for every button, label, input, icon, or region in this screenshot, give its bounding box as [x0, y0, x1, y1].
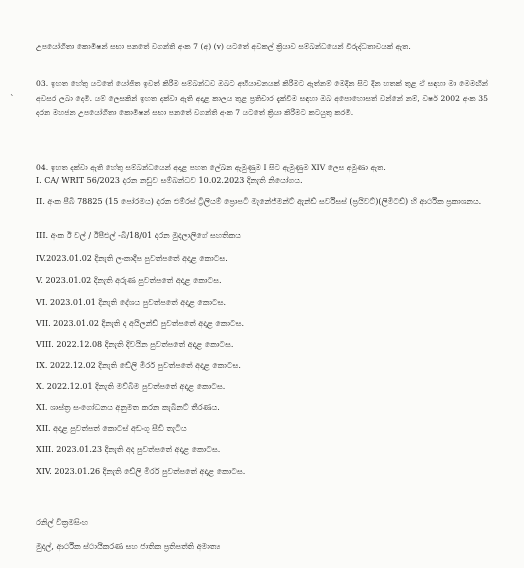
annex-item: VII. 2023.01.02 දිනැති ද අයිලන්ඩ් පුවත්පතේ අදාළ කොටස.	[36, 319, 245, 328]
annex-item: XIV. 2023.01.26 දිනැති ඩේලි මිරර් පුවත්පතේ අදාළ කොටස.	[36, 467, 246, 476]
annex-item: IX. 2022.12.02 දිනැති ඩේලි මිරර් පුවත්පතේ අදාළ කොටස.	[36, 361, 241, 370]
intro-paragraph: උපයෝගිතා කොමිෂන් සභා පනතේ වගන්ති අංක 7 (අ) (v) යටතේ අවකල් ක්‍රියාව සම්බන්ධයෙන් විරුද්ධතාවයක් ඇත.	[36, 42, 411, 51]
annex-item: X. 2022.12.01 දිනැති මව්බිම පුවත්පතේ අදාළ කොටස.	[36, 382, 226, 391]
annex-item: I. CA/ WRIT 56/2023 දරන නඩුව සම්බන්ධව 10.02.2023 දිනැති නියෝගය.	[36, 176, 303, 185]
annex-item: XIII. 2023.01.23 දිනැති අද පුවත්පතේ අදාළ කොටස.	[36, 445, 221, 454]
annex-item: VIII. 2022.12.08 දිනැති දිවයින පුවත්පතේ අදාළ කොටස.	[36, 340, 234, 349]
annex-item: XII. අදාළ පුවත්පත් කොටස් අඩංගු සීඩී තැටිය	[36, 424, 187, 433]
annex-item: XI. ශාස්ත්‍ර සංගෝධනය අනුමත කරන කැබිනට් තීරණය.	[36, 403, 220, 412]
paragraph-03: 03. ඉහත හේතු යටතේ යෝජිත ඉවත් කිරීම සම්බන්ධව ඔබට අභියාචනයක් කිරීමට ඇත්නම් මෙදින සිට දින හතක් තුළ ඒ සඳහා මා මෙමඟින් අවසර ලබා දෙමි. යම් ලෙසකින් ඉහත දක්වා ඇති අදාළ කාලය තුළ ප්‍රතිචාර දැක්වීම සඳහා ඔබ අපොහොසත් වන්නේ නම්, වර්ෂ 2002 අංක 35 දරන මහජන උපයෝගිතා කොමිෂන් සභා පනතේ වගන්ති අංක 7 යටතේ ක්‍රියා කිරීමට කටයුතු කරමි.	[36, 79, 488, 117]
annex-item: III. අංක ඊ වල් / ඊපීඑල් -බී/18/01 දරන මුදලාලිගේ සහතිකය	[36, 231, 241, 240]
signatory-name: රනිල් වික්‍රමසිංහ	[36, 518, 89, 527]
annex-item: IV.2023.01.02 දිනැති ලංකාදීප පුවත්පතේ අදාළ කොටස.	[36, 254, 228, 263]
scan-mark: `	[10, 95, 15, 105]
annex-item: V. 2023.01.02 දිනැති අරුණ පුවත්පතේ අදාළ කොටස.	[36, 276, 222, 285]
annex-item: VI. 2023.01.01 දිනැති දේශය පුවත්පතේ අදාළ කොටස.	[36, 298, 227, 307]
signatory-title: මුදල්, ආර්ථික ස්ථායීකරණ සහ ජාතික ප්‍රතිපත්ති අමාත්‍ය	[36, 542, 221, 551]
annex-item: II. අංක පීබී 78825 (15 පෝරමය) දරන එම්රස් ට්‍රිලියම් ප්‍රොපටි මැනේජ්මන්ට් ඇන්ඩ් සර්විසස් (ප්‍රයිවට්)(ලිමිටඩ්) හි ආර්ථික ප්‍රකාශනය.	[36, 197, 482, 206]
paragraph-04: 04. ඉහත දක්වා ඇති හේතු සම්බන්ධයෙන් අදාළ පහත ලේඛන ඇමුණුම I සිට ඇමුණුම XIV ලෙස අමුණා ඇත.	[36, 163, 386, 172]
